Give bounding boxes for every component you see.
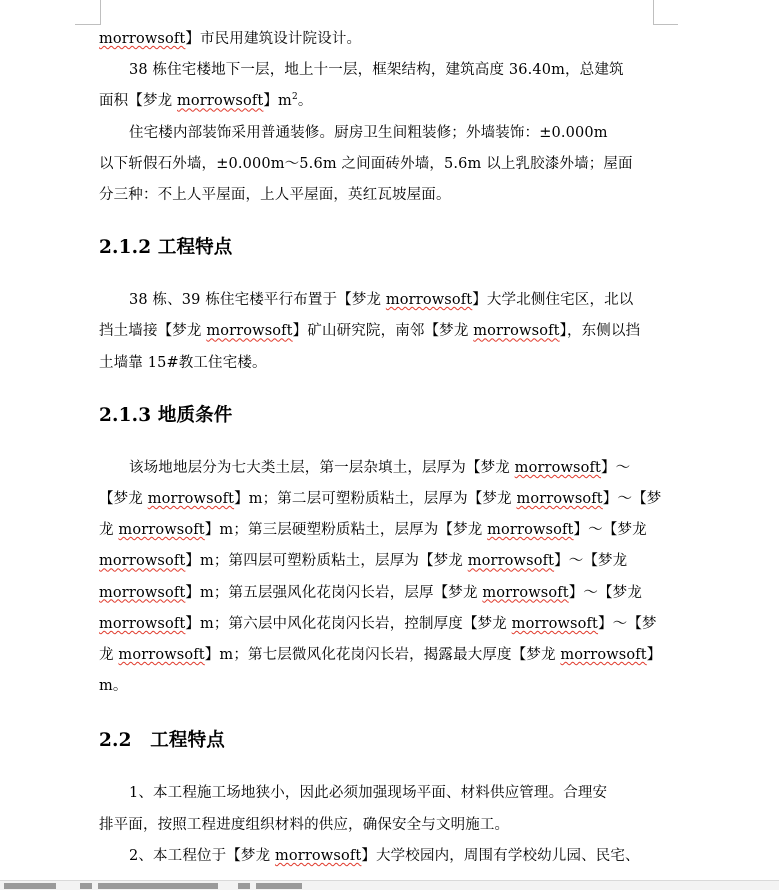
- section-heading-2-1-3: 2.1.3 地质条件: [99, 404, 233, 426]
- status-icon[interactable]: [238, 883, 250, 889]
- paragraph-building-overview: 38 栋住宅楼地下一层，地上十一层，框架结构，建筑高度 36.40m，总建筑 面积【梦龙 morrowsoft】$m^2$。: [99, 62, 624, 110]
- spellcheck-word: morrowsoft: [99, 553, 186, 570]
- spellcheck-word: morrowsoft: [560, 647, 647, 664]
- status-item[interactable]: [256, 883, 302, 889]
- paragraph-feature-1: 1、本工程施工场地狭小，因此必须加强现场平面、材料供应管理。合理安 排平面，按照工程进度组织材料的供应，确保安全与文明施工。: [99, 785, 608, 833]
- section-heading-2-2: 2.2 工程特点: [99, 730, 225, 752]
- crop-mark-top-right: [653, 0, 678, 25]
- spellcheck-word: morrowsoft: [147, 491, 235, 508]
- status-item[interactable]: [98, 883, 218, 889]
- paragraph-geology: 该场地地层分为七大类土层，第一层杂填土，层厚为【梦龙 morrowsoft】～ 【梦龙 morrowsoft】m；第二层可塑粉质粘土，层厚为【梦龙 morrowsoft】～【梦 龙 morrowsoft】m；第三层硬塑粉质粘土，层厚为【梦龙 morrowsoft】～【梦龙 morrowsoft】m；第四层可塑粉质粘土，层厚为【梦龙 morrowsoft】～【梦龙 morrowsoft】m；第五层强风化花岗闪长岩，层厚【梦龙 morrowsoft】～【梦龙 morrowsoft】m；第六层中风化花岗闪长岩，控制厚度【梦龙 morrowsoft】～【梦 龙 morrowsoft】m；第七层微风化花岗闪长岩，揭露最大厚度【梦龙 morrowsoft】 m。: [99, 459, 662, 695]
- status-item[interactable]: [4, 883, 56, 889]
- spellcheck-word: morrowsoft: [516, 491, 603, 508]
- spellcheck-word: morrowsoft: [511, 615, 599, 632]
- spellcheck-word: morrowsoft: [482, 584, 569, 601]
- paragraph-design-institute: morrowsoft】市民用建筑设计院设计。: [99, 31, 362, 47]
- paragraph-site-layout: 38 栋、39 栋住宅楼平行布置于【梦龙 morrowsoft】大学北侧住宅区，北以 挡土墙接【梦龙 morrowsoft】矿山研究院，南邻【梦龙 morrowsoft】，东侧以挡 土墙靠 15#教工住宅楼。: [99, 292, 641, 371]
- spellcheck-word: morrowsoft: [177, 93, 264, 110]
- section-heading-2-1-2: 2.1.2 工程特点: [99, 237, 233, 259]
- document-body[interactable]: [99, 24, 662, 872]
- paragraph-decoration: 住宅楼内部装饰采用普通装修。厨房卫生间粗装修；外墙装饰：±0.000m 以下斩假石外墙，±0.000m～5.6m 之间面砖外墙，5.6m 以上乳胶漆外墙；屋面 分三种：不上人平屋面，上人平屋面，英红瓦坡屋面。: [99, 124, 633, 204]
- spellcheck-word: morrowsoft: [514, 459, 602, 476]
- spellcheck-word: morrowsoft: [487, 522, 574, 539]
- spellcheck-word: morrowsoft: [206, 323, 293, 340]
- crop-mark-top-left: [75, 0, 101, 25]
- spellcheck-word: morrowsoft: [274, 847, 362, 864]
- spellcheck-word: morrowsoft: [99, 584, 186, 601]
- spellcheck-word: morrowsoft: [467, 553, 555, 570]
- spellcheck-word: morrowsoft: [473, 323, 560, 340]
- spellcheck-word: morrowsoft: [118, 522, 205, 539]
- spellcheck-word: morrowsoft: [385, 292, 473, 309]
- spellcheck-word: morrowsoft: [118, 647, 205, 664]
- spellcheck-word: morrowsoft: [99, 31, 186, 47]
- spellcheck-word: morrowsoft: [99, 615, 186, 632]
- status-icon[interactable]: [80, 883, 92, 889]
- paragraph-feature-2: 2、本工程位于【梦龙 morrowsoft】大学校园内，周围有学校幼儿园、民宅、: [129, 847, 640, 864]
